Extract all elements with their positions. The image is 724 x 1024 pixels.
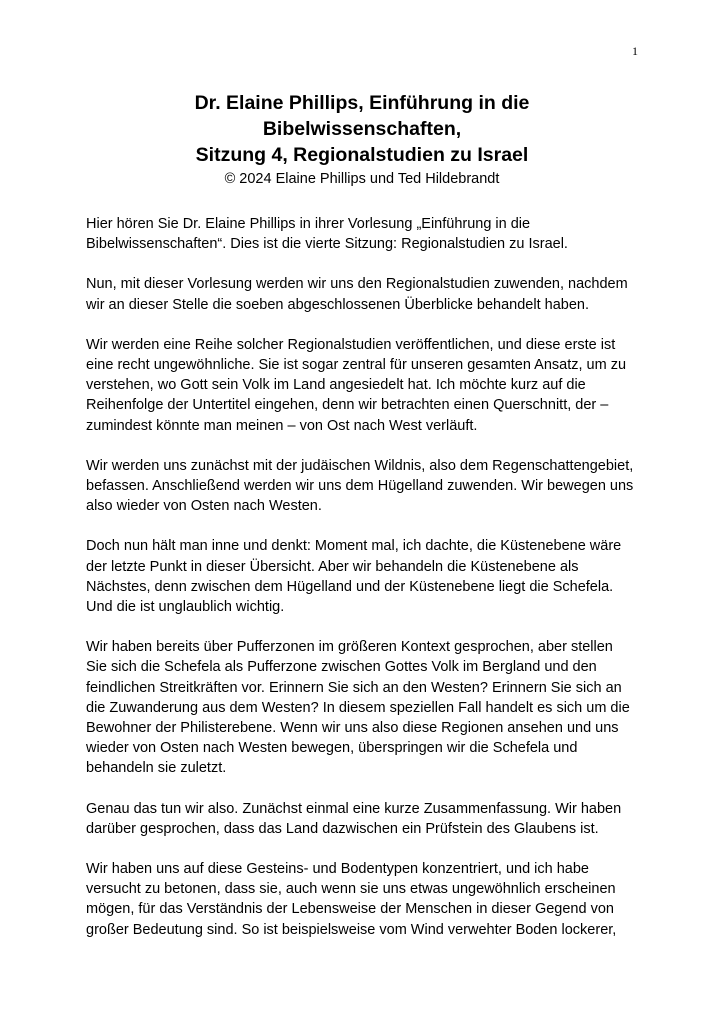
paragraph-line: Wir haben bereits über Pufferzonen im größeren Kontext gesprochen, aber stellen (86, 639, 613, 656)
paragraph-line: Wir haben uns auf diese Gesteins- und Bodentypen konzentriert, und ich habe (86, 861, 589, 878)
paragraph (86, 456, 646, 517)
paragraph-line: die Zuwanderung aus dem Westen? In diesem speziellen Fall handelt es sich um die (86, 699, 630, 716)
paragraph-line: versucht zu betonen, dass sie, auch wenn sie uns etwas ungewöhnlich erscheinen (86, 881, 616, 898)
paragraph-line: feindlichen Streitkräften vor. Erinnern Sie sich an den Westen? Erinnern Sie sich an (86, 679, 622, 696)
paragraph-line: Doch nun hält man inne und denkt: Moment mal, ich dachte, die Küstenebene wäre (86, 538, 622, 555)
paragraph-line: Reihenfolge der Untertitel eingehen, denn wir betrachten einen Querschnitt, der – (86, 397, 609, 414)
document-body (86, 214, 646, 960)
paragraph-line: der letzte Punkt in dieser Übersicht. Aber wir behandeln die Küstenebene als (86, 558, 579, 575)
title-line-3: Sitzung 4, Regionalstudien zu Israel (195, 144, 529, 166)
paragraph-line: zumindest könnte man meinen – von Ost nach West verläuft. (86, 417, 478, 434)
title-line-1: Dr. Elaine Phillips, Einführung in die (194, 92, 530, 114)
copyright-notice: © 2024 Elaine Phillips und Ted Hildebrandt (224, 171, 500, 187)
paragraph-line: darüber gesprochen, dass das Land dazwischen ein Prüfstein des Glaubens ist. (86, 820, 599, 837)
paragraph-line: Nächstes, denn zwischen dem Hügelland und der Küstenebene liegt die Schefela. (86, 578, 614, 595)
paragraph-line: Sie sich die Schefela als Pufferzone zwischen Gottes Volk im Bergland und den (86, 659, 597, 676)
paragraph-line: Bibelwissenschaften“. Dies ist die vierte Sitzung: Regionalstudien zu Israel. (86, 236, 568, 253)
paragraph-line: großer Bedeutung sind. So ist beispielsweise vom Wind verwehter Boden lockerer, (86, 921, 617, 938)
paragraph-line: behandeln sie zuletzt. (86, 760, 227, 777)
paragraph-line: Wir werden uns zunächst mit der judäischen Wildnis, also dem Regenschattengebiet, (86, 457, 634, 474)
paragraph (86, 335, 646, 436)
paragraph-line: wir an dieser Stelle die soeben abgeschlossenen Überblicke behandelt haben. (86, 296, 590, 313)
paragraph (86, 637, 646, 778)
paragraph-line: wieder von Osten nach Westen bewegen, überspringen wir die Schefela und (86, 740, 578, 757)
paragraph-line: befassen. Anschließend werden wir uns dem Hügelland zuwenden. Wir bewegen uns (86, 478, 634, 495)
paragraph-line: also wieder von Osten nach Westen. (86, 498, 322, 515)
paragraph-line: verstehen, wo Gott sein Volk im Land angesiedelt hat. Ich möchte kurz auf die (86, 377, 586, 394)
paragraph-line: Wir werden eine Reihe solcher Regionalstudien veröffentlichen, und diese erste ist (86, 336, 616, 353)
paragraph-line: Nun, mit dieser Vorlesung werden wir uns den Regionalstudien zuwenden, nachdem (86, 276, 628, 293)
paragraph (86, 536, 646, 617)
paragraph (86, 214, 646, 254)
paragraph (86, 859, 646, 940)
page-number: 1 (632, 44, 638, 58)
document-header (86, 90, 638, 189)
paragraph (86, 799, 646, 839)
paragraph (86, 274, 646, 314)
title-line-2: Bibelwissenschaften, (262, 118, 462, 140)
paragraph-line: mögen, für das Verständnis der Lebensweise der Menschen in dieser Gegend von (86, 901, 614, 918)
paragraph-line: Und die ist unglaublich wichtig. (86, 599, 285, 616)
paragraph-line: Bewohner der Philisterebene. Wenn wir uns also diese Regionen ansehen und uns (86, 720, 619, 737)
paragraph-line: Hier hören Sie Dr. Elaine Phillips in ihrer Vorlesung „Einführung in die (86, 216, 531, 232)
paragraph-line: eine recht ungewöhnliche. Sie ist sogar zentral für unseren gesamten Ansatz, um zu (86, 357, 627, 374)
paragraph-line: Genau das tun wir also. Zunächst einmal eine kurze Zusammenfassung. Wir haben (86, 800, 622, 817)
